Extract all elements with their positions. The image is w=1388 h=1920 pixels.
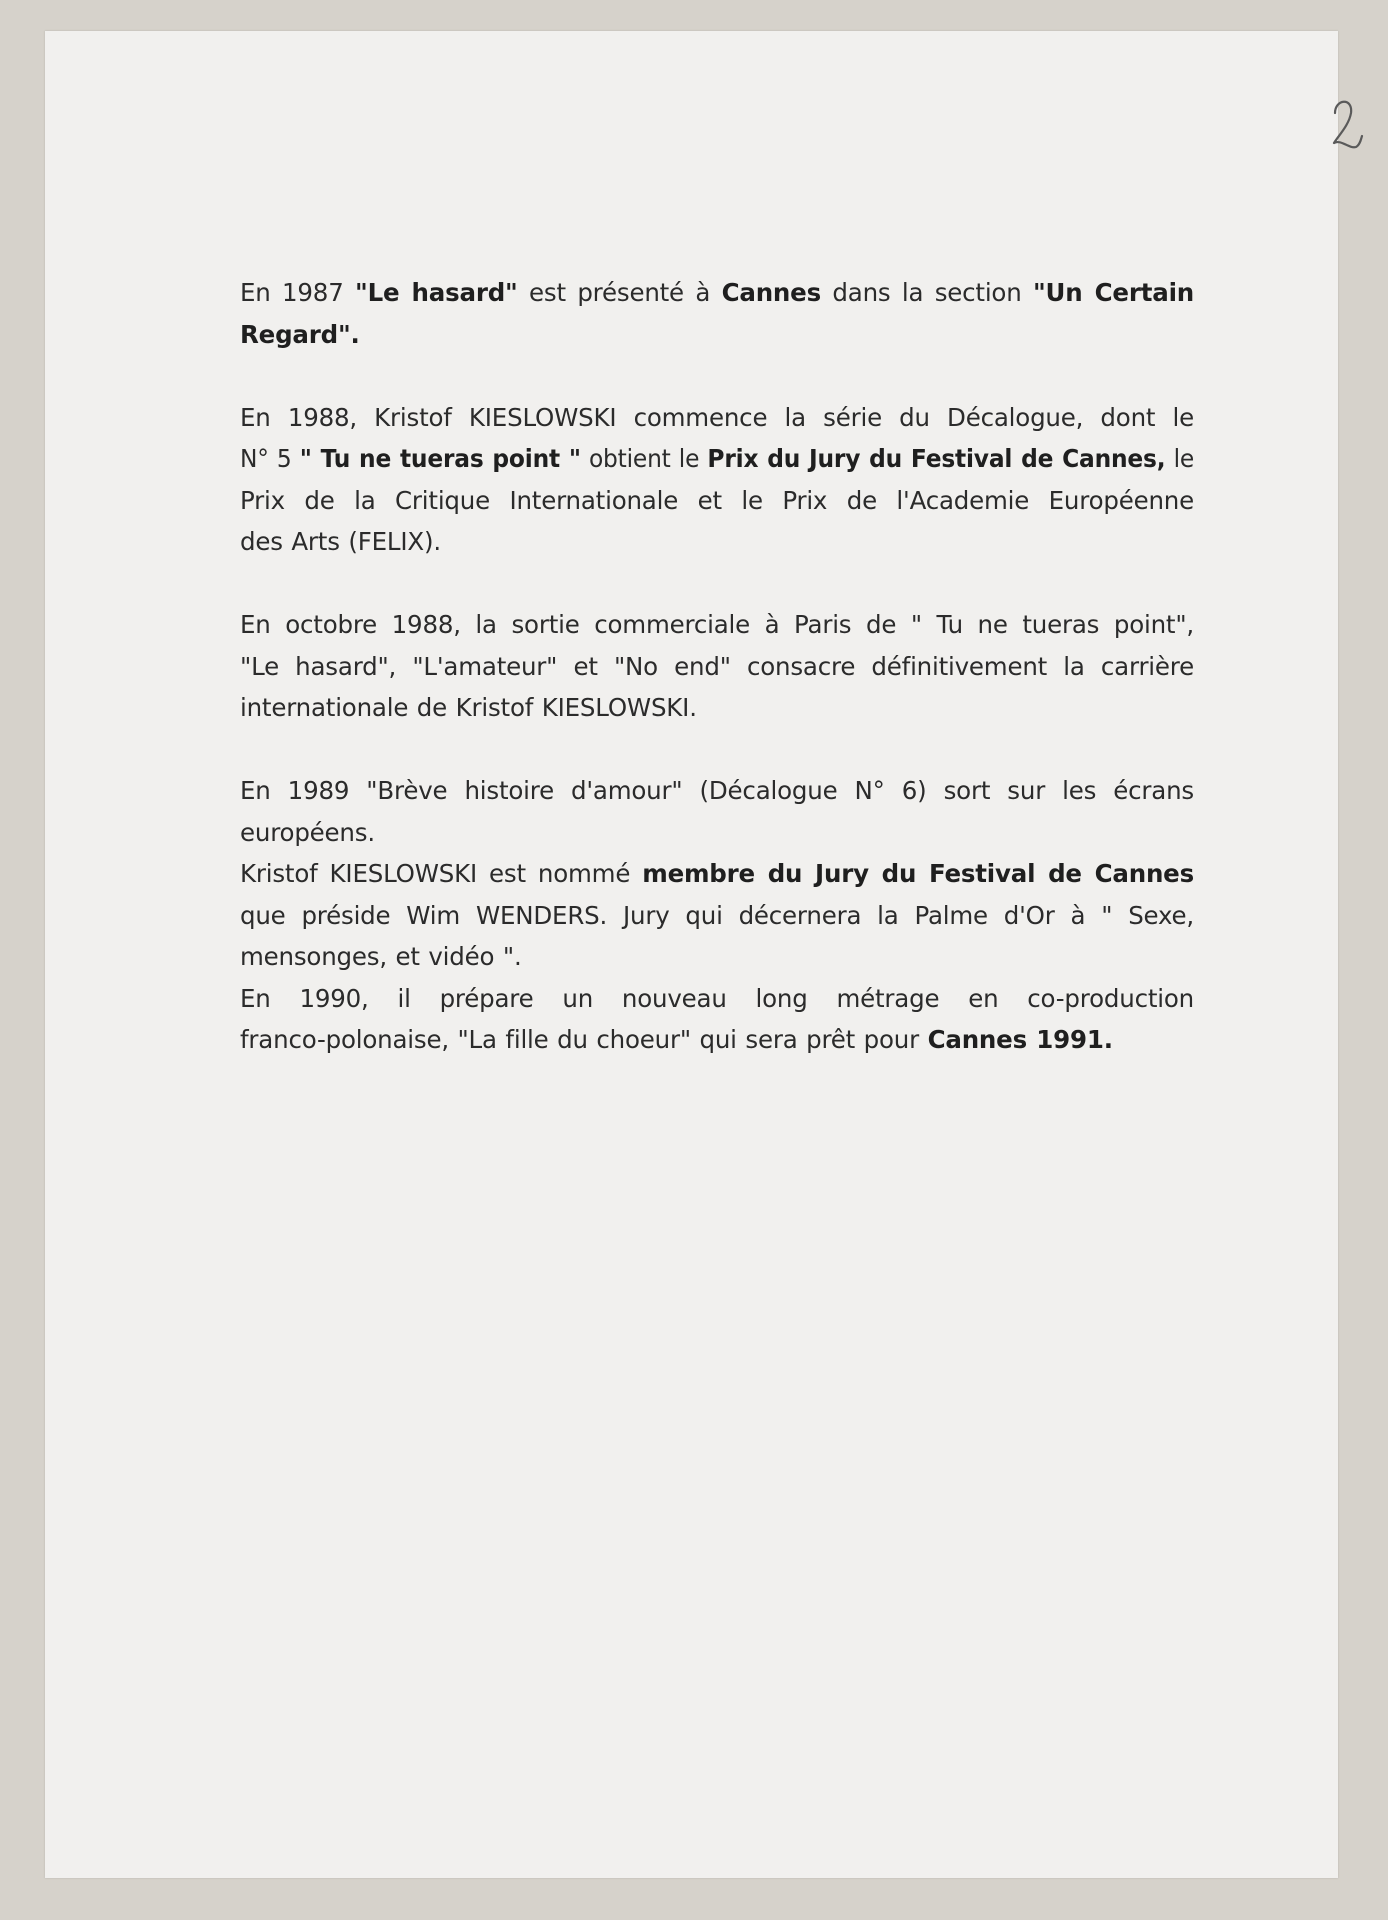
bold-text: membre du Jury du Festival de Cannes [642,859,1194,888]
paragraph [240,397,1194,563]
text-line [240,936,1194,978]
text-run: obtient le [580,444,708,473]
paragraph-gap [240,355,1194,397]
bold-text: " Tu ne tueras point " [299,444,581,473]
paragraph-gap [240,563,1194,605]
text-run: que préside Wim WENDERS. Jury qui décernera la Palme d'Or à " Sexe, [240,900,1194,930]
text-line [240,1019,1194,1061]
handwritten-page-number [1325,91,1365,161]
text-line [240,314,1194,356]
text-line [240,521,1194,563]
text-line [240,646,1194,688]
text-run: En octobre 1988, la sortie commerciale à Paris de " Tu ne tueras point", [240,610,1194,639]
paragraph-gap [240,729,1194,771]
text-line [240,895,1194,937]
bold-text: Cannes 1991. [927,1025,1113,1054]
bold-text: "Le hasard" [355,278,518,307]
text-run: "Le hasard", "L'amateur" et "No end" consacre définitivement la carrière [240,651,1194,681]
text-run: Prix de la Critique Internationale et le Prix de l'Academie Européenne [240,485,1194,515]
paragraph [240,604,1194,729]
bold-text: "Un Certain [1032,278,1195,307]
text-run: En 1990, il prépare un nouveau long métrage en co-production [240,983,1194,1013]
paragraph [240,272,1194,355]
text-line [240,687,1194,729]
text-run: franco-polonaise, "La fille du choeur" qui sera prêt pour [240,1025,928,1054]
text-line [240,604,1194,646]
bold-text: Regard". [240,319,360,349]
text-line [240,397,1194,439]
text-line [240,853,1194,895]
document-body [240,272,1194,1061]
text-run: européens. [240,817,375,847]
text-run: En 1989 "Brève histoire d'amour" (Décalogue N° 6) sort sur les écrans [240,776,1194,805]
text-run: mensonges, et vidéo ". [240,942,522,971]
text-run: Kristof KIESLOWSKI est nommé [240,859,643,888]
text-run: des Arts (FELIX). [240,527,441,556]
text-run: En 1988, Kristof KIESLOWSKI commence la série du Décalogue, dont le [240,402,1194,432]
text-line [240,480,1194,522]
text-line [240,272,1194,314]
paragraph [240,770,1194,1061]
text-run: dans la section [820,278,1033,307]
text-line [240,812,1194,854]
text-run: est présenté à [517,278,722,307]
bold-text: Prix du Jury du Festival de Cannes, [707,444,1166,473]
text-line [240,978,1194,1020]
text-run: internationale de Kristof KIESLOWSKI. [240,693,697,722]
text-run: le [1165,444,1195,473]
text-run: N° 5 [240,444,300,473]
text-line [240,770,1194,812]
text-line [240,438,1194,480]
bold-text: Cannes [721,278,821,307]
text-run: En 1987 [240,278,355,307]
